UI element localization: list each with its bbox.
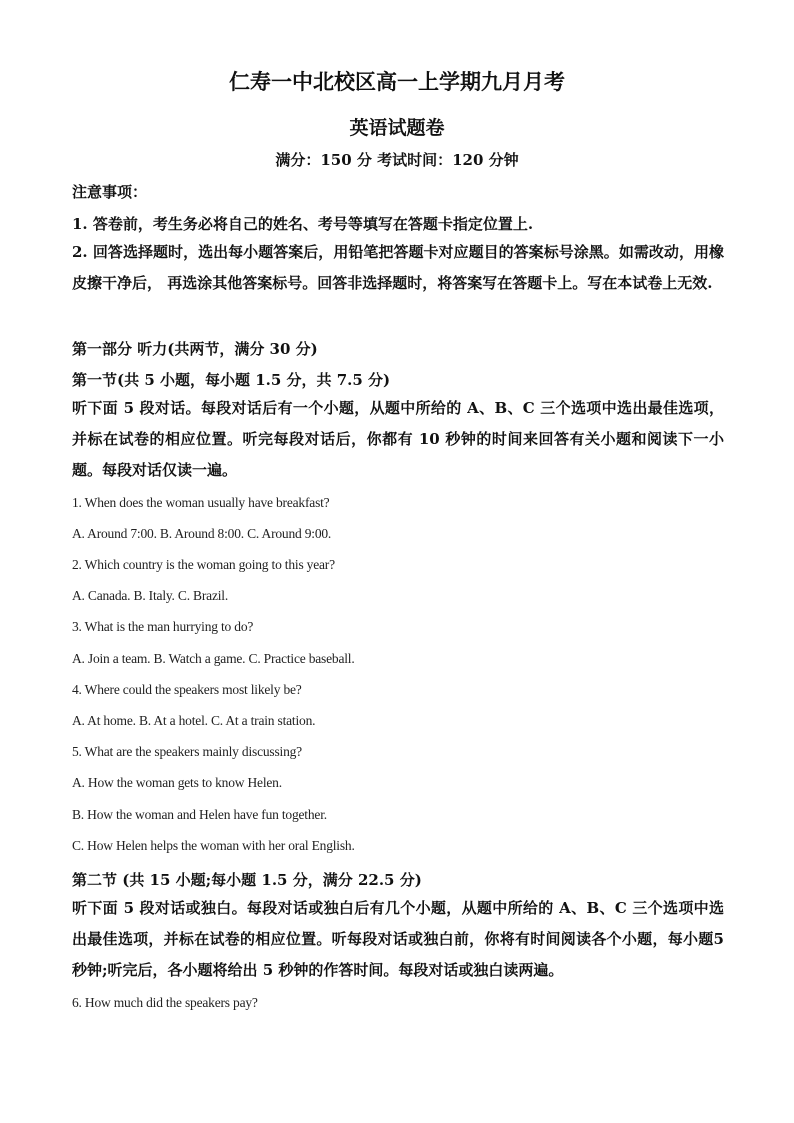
section1-heading: 第一节(共 5 小题，每小题 1.5 分，共 7.5 分) — [72, 371, 391, 389]
question-2: 2. Which country is the woman going to this year? — [72, 557, 335, 572]
question-4-options: A. At home. B. At a hotel. C. At a train station. — [72, 713, 316, 728]
section1-instructions: 听下面 5 段对话。每段对话后有一个小题，从题中所给的 A、B、C 三个选项中选出最佳选项，并标在试卷的相应位置。听完每段对话后，你都有 10 秒钟的时间来回答有关小题和阅读下一小题。每段对话仅读一遍。 — [72, 399, 724, 479]
section2-heading: 第二节 (共 15 小题;每小题 1.5 分，满分 22.5 分) — [72, 871, 422, 889]
question-5-option-a: A. How the woman gets to know Helen. — [72, 775, 282, 790]
exam-subtitle: 英语试题卷 — [349, 117, 445, 139]
question-5-option-b: B. How the woman and Helen have fun together. — [72, 807, 327, 822]
notes-item-2: 2. 回答选择题时，选出每小题答案后，用铅笔把答题卡对应题目的答案标号涂黑。如需改动，用橡皮擦干净后， 再选涂其他答案标号。回答非选择题时，将答案写在答题卡上。写在本试卷上无效. — [72, 243, 724, 292]
notes-item-1: 1. 答卷前，考生务必将自己的姓名、考号等填写在答题卡指定位置上. — [72, 215, 534, 233]
exam-title: 仁寿一中北校区高一上学期九月月考 — [229, 69, 565, 94]
question-1: 1. When does the woman usually have breakfast? — [72, 495, 330, 510]
notes-heading: 注意事项： — [72, 183, 148, 201]
question-6: 6. How much did the speakers pay? — [72, 995, 258, 1010]
question-5-option-c: C. How Helen helps the woman with her oral English. — [72, 838, 355, 853]
section2-instructions: 听下面 5 段对话或独白。每段对话或独白后有几个小题，从题中所给的 A、B、C 三个选项中选出最佳选项，并标在试卷的相应位置。听每段对话或独白前，你将有时间阅读各个小题，每小题5 秒钟;听完后，各小题将给出 5 秒钟的作答时间。每段对话或独白读两遍。 — [72, 899, 724, 979]
part1-heading: 第一部分 听力(共两节，满分 30 分) — [72, 340, 318, 358]
question-4: 4. Where could the speakers most likely be? — [72, 682, 302, 697]
question-2-options: A. Canada. B. Italy. C. Brazil. — [72, 588, 229, 603]
question-1-options: A. Around 7:00. B. Around 8:00. C. Around 9:00. — [72, 526, 332, 541]
question-3-options: A. Join a team. B. Watch a game. C. Practice baseball. — [72, 651, 355, 666]
score-time-line: 满分：150 分 考试时间：120 分钟 — [275, 151, 519, 169]
question-3: 3. What is the man hurrying to do? — [72, 619, 254, 634]
question-5: 5. What are the speakers mainly discussing? — [72, 744, 302, 759]
